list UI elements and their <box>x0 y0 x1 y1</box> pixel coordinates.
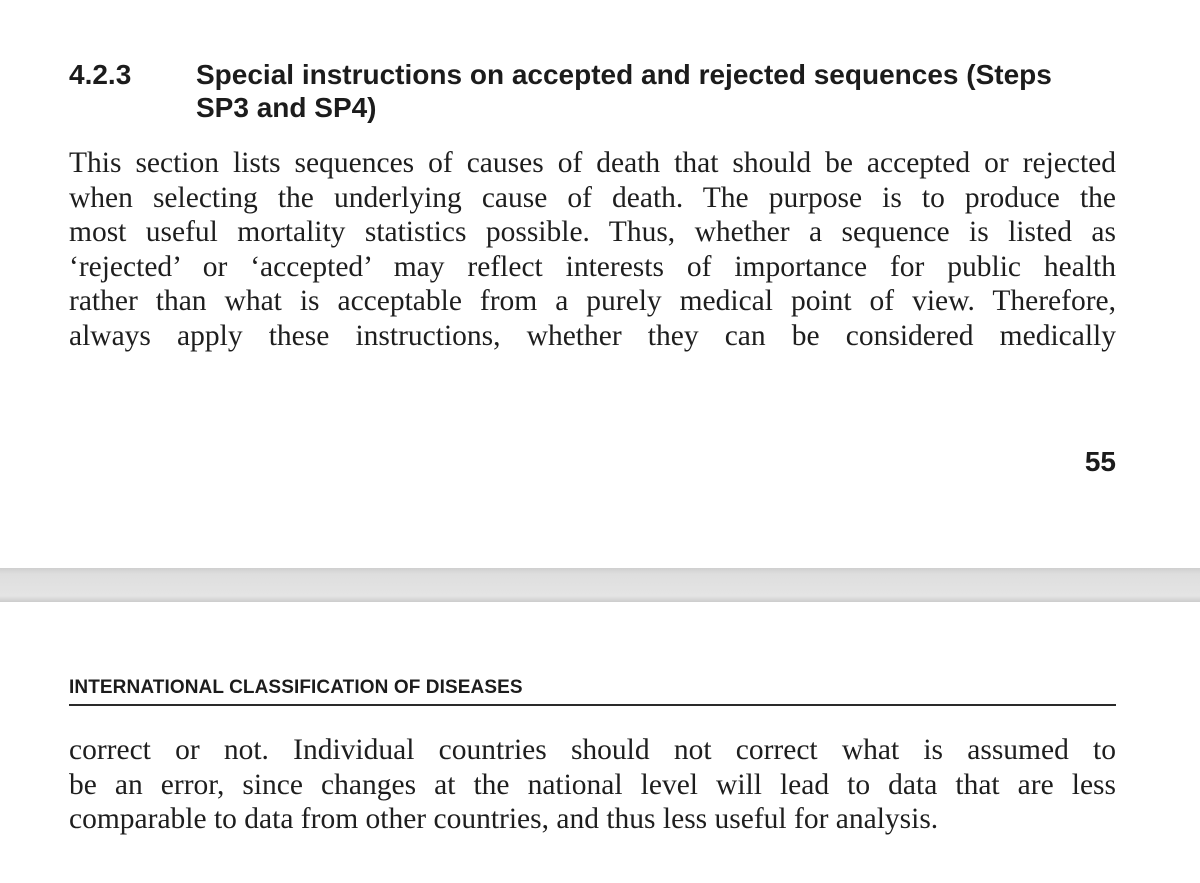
paragraph-line: be an error, since changes at the national level will lead to data that are less <box>69 768 1116 801</box>
section-title <box>196 58 1116 124</box>
section-title-line: SP3 and SP4) <box>196 92 377 123</box>
header-rule <box>69 704 1116 706</box>
paragraph-line: ‘rejected’ or ‘accepted’ may reflect interests of importance for public health <box>69 250 1116 283</box>
section-title-line: Special instructions on accepted and rejected sequences (Steps <box>196 59 1052 90</box>
running-header: INTERNATIONAL CLASSIFICATION OF DISEASES <box>69 677 523 698</box>
paragraph-line: most useful mortality statistics possible. Thus, whether a sequence is listed as <box>69 216 1116 248</box>
paragraph-line: This section lists sequences of causes of death that should be accepted or rejected <box>69 147 1116 179</box>
page-separator <box>0 568 1200 602</box>
body-paragraph-continued <box>69 733 1116 837</box>
paragraph-line: rather than what is acceptable from a purely medical point of view. Therefore, <box>69 285 1116 317</box>
paragraph-line: correct or not. Individual countries should not correct what is assumed to <box>69 734 1116 766</box>
body-paragraph <box>69 146 1116 353</box>
paragraph-line: always apply these instructions, whether they can be considered medically <box>69 319 1116 352</box>
page-number: 55 <box>1084 446 1116 477</box>
section-number: 4.2.3 <box>69 59 132 90</box>
paragraph-line: comparable to data from other countries, and thus less useful for analysis. <box>69 803 939 835</box>
paragraph-line: when selecting the underlying cause of death. The purpose is to produce the <box>69 181 1116 214</box>
